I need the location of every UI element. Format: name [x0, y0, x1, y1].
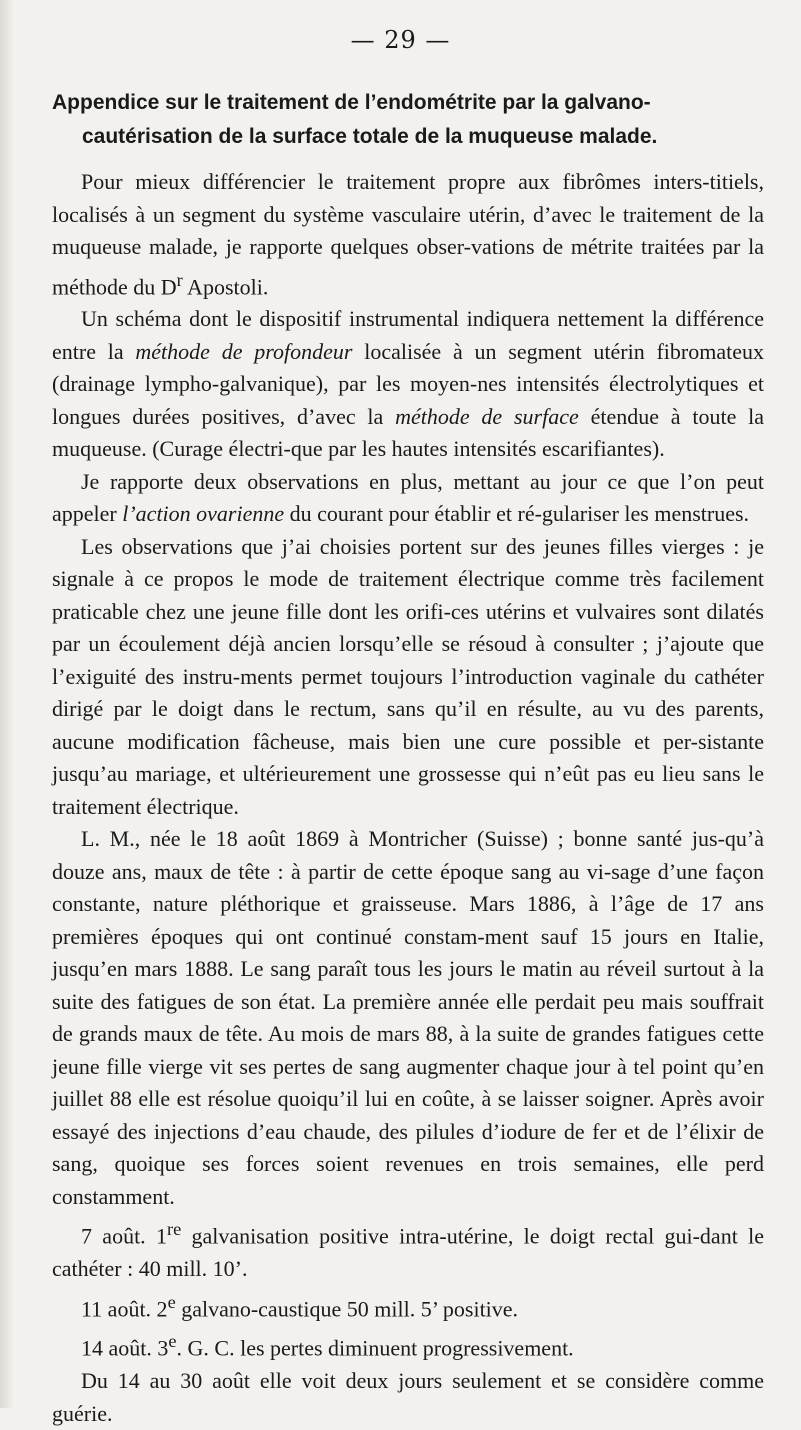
- paragraph-text: galvano-caustique 50 mill. 5’ positive.: [175, 1295, 519, 1321]
- paragraph-text: Un schéma dont le dispositif instrumental indiquera nettement la différence entre la: [52, 306, 764, 364]
- paragraph-intro: [52, 166, 764, 303]
- page-edge-shadow: [0, 0, 14, 1408]
- superscript: e: [167, 1291, 176, 1312]
- paragraph-text: 7 août. 1: [81, 1223, 167, 1249]
- paragraph-text: 14 août. 3: [81, 1335, 169, 1361]
- paragraph-text: étendue à toute la muqueuse. (Curage électri-que par les hautes intensités escarifiantes).: [52, 403, 765, 462]
- paragraph-text: Apostoli.: [182, 273, 269, 299]
- italic-term: l’action ovarienne: [122, 501, 285, 527]
- paragraph-text: Je rapporte deux observations en plus, mettant au jour ce que l’on peut appeler: [52, 468, 764, 527]
- italic-term: méthode de surface: [395, 403, 579, 429]
- paragraph-entry-aug-7: [52, 1213, 764, 1285]
- heading-line-2: cautérisation de la surface totale de la muqueuse malade.: [82, 125, 658, 148]
- paragraph-entry-aug-14: [52, 1325, 764, 1365]
- paragraph-text: du courant pour établir et ré-gulariser les menstrues.: [284, 501, 750, 527]
- paragraph-text: 11 août. 2: [81, 1295, 168, 1321]
- paragraph-conclusion: Du 14 au 30 août elle voit deux jours seulement et se considère comme guérie.: [52, 1368, 764, 1426]
- heading-line-1: Appendice sur le traitement de l’endométrite par la galvano-: [52, 91, 651, 114]
- paragraph-case-history: L. M., née le 18 août 1869 à Montricher (Suisse) ; bonne santé jus-qu’à douze ans, maux de tête : à partir de cette époque sang au vi-sage d’une façon constante, nature pléthorique et graisseuse. Mars 1886, à l’âge de 17 ans premières époques qui ont continué constam-ment sauf 15 jours en Italie, jusqu’en mars 1888. Le sang paraît tous les jours le matin au réveil surtout à la suite des fatigues de son état. La première année elle perdait peu mais souffrait de grands maux de tête. Au mois de mars 88, à la suite de grandes fatigues cette jeune fille vierge vit ses pertes de sang augmenter chaque jour à tel point qu’en juillet 88 elle est résolue quoiqu’il lui en coûte, à se laisser soigner. Après avoir essayé des injections d’eau chaude, des pilules d’iodure de fer et de l’élixir de sang, quoique ses forces soient revenues en trois semaines, elle perd constamment.: [52, 826, 764, 1209]
- appendix-heading: [52, 86, 764, 154]
- paragraph-text: . G. C. les pertes diminuent progressivement.: [176, 1335, 574, 1361]
- superscript: e: [168, 1331, 177, 1352]
- paragraph-observations: Les observations que j’ai choisies portent sur des jeunes filles vierges : je signale à ce propos le mode de traitement électrique comme très facilement praticable chez une jeune fille dont les orifi-ces utérins et vulvaires sont dilatés par un écoulement déjà ancien lorsqu’elle se résoud à consulter ; j’ajoute que l’exiguité des instru-ments permet toujours l’introduction vaginale du cathéter dirigé par le doigt dans le rectum, sans qu’il en résulte, au vu des parents, aucune modification fâcheuse, mais bien une cure possible et per-sistante jusqu’au mariage, et ultérieurement une grossesse qui n’eût pas eu lieu sans le traitement électrique.: [52, 533, 764, 819]
- paragraph-schema: [52, 303, 764, 466]
- italic-term: méthode de profondeur: [135, 338, 353, 364]
- paragraph-entry-aug-11: [52, 1286, 764, 1326]
- paragraph-text: Pour mieux différencier le traitement propre aux fibrômes inters-titiels, localisés à un segment du système vasculaire utérin, d’avec le traitement de la muqueuse malade, je rapporte quelques obser-vations de métrite traitées par la méthode du D: [52, 169, 764, 299]
- superscript: re: [166, 1219, 182, 1240]
- body-text: [52, 166, 764, 1430]
- superscript: r: [176, 269, 183, 290]
- paragraph-ovarian-action: [52, 466, 764, 531]
- paragraph-text: galvanisation positive intra-utérine, le doigt rectal gui-dant le cathéter : 40 mill. 10’.: [52, 1223, 764, 1282]
- paragraph-text: localisée à un segment utérin fibromateux (drainage lympho-galvanique), par les moyen-nes intensités électrolytiques et longues durées positives, d’avec la: [52, 338, 764, 429]
- page-number: — 29 —: [350, 26, 451, 54]
